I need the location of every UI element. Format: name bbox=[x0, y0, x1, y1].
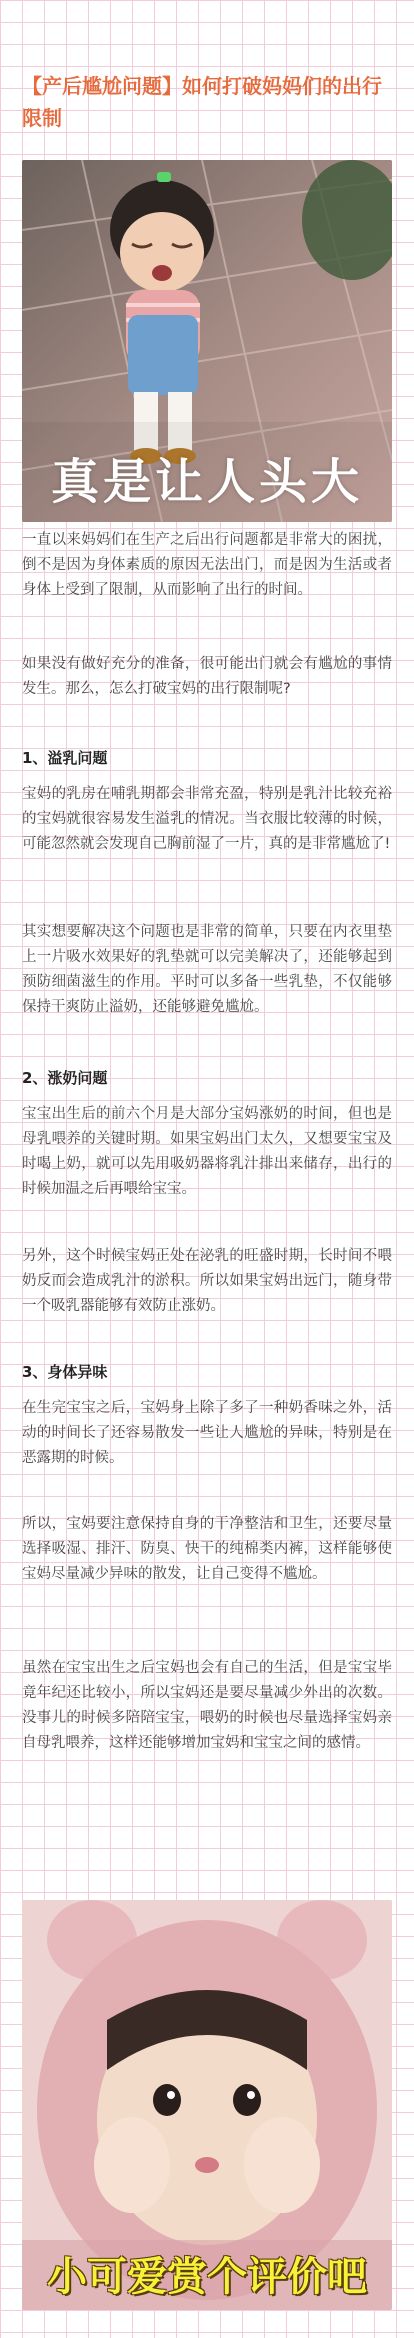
section-paragraph: 虽然在宝宝出生之后宝妈也会有自己的生活，但是宝宝毕竟年纪还比较小，所以宝妈还是要尽量减少外出的次数。没事儿的时候多陪陪宝宝，喂奶的时候也尽量选择宝妈亲自母乳喂养，这样还能够增加宝妈和宝宝之间的感情。 bbox=[22, 1660, 392, 1751]
intro-paragraph-1: 一直以来妈妈们在生产之后出行问题都是非常大的困扰，倒不是因为身体素质的原因无法出门，而是因为生活或者身体上受到了限制，从而影响了出行的时间。 bbox=[22, 532, 392, 598]
section-paragraph: 在生完宝宝之后，宝妈身上除了多了一种奶香味之外，活动的时间长了还容易散发一些让人尴尬的异味，特别是在恶露期的时候。 bbox=[22, 1400, 392, 1466]
intro-paragraph-2: 如果没有做好充分的准备，很可能出门就会有尴尬的事情发生。那么，怎么打破宝妈的出行限制呢? bbox=[22, 656, 392, 697]
pink-hood-girl-photo bbox=[22, 1900, 392, 2310]
section-paragraph: 其实想要解决这个问题也是非常的简单，只要在内衣里垫上一片吸水效果好的乳垫就可以完美解决了，还能够起到预防细菌滋生的作用。平时可以多备一些乳垫，不仅能够保持干爽防止溢奶，还能够避免尴尬。 bbox=[22, 924, 392, 1015]
section-heading: 2、涨奶问题 bbox=[22, 1069, 108, 1087]
photo-caption: 真是让人头大 bbox=[50, 454, 363, 510]
section-heading: 3、身体异味 bbox=[22, 1363, 108, 1381]
section-paragraph: 另外，这个时候宝妈正处在泌乳的旺盛时期，长时间不喂奶反而会造成乳汁的淤积。所以如果宝妈出远门，随身带一个吸乳器能够有效防止涨奶。 bbox=[22, 1248, 392, 1314]
photo-caption: 小可爱赏个评价吧 bbox=[47, 2254, 367, 2300]
section-heading: 1、溢乳问题 bbox=[22, 749, 108, 767]
section-paragraph: 宝宝出生后的前六个月是大部分宝妈涨奶的时间，但也是母乳喂养的关键时期。如果宝妈出门太久，又想要宝宝及时喝上奶，就可以先用吸奶器将乳汁排出来储存，出行的时候加温之后再喂给宝宝。 bbox=[22, 1106, 392, 1197]
article-title: 【产后尴尬问题】如何打破妈妈们的出行限制 bbox=[22, 74, 382, 130]
section-paragraph: 宝妈的乳房在哺乳期都会非常充盈，特别是乳汁比较充裕的宝妈就很容易发生溢乳的情况。当衣服比较薄的时候，可能忽然就会发现自己胸前湿了一片，真的是非常尴尬了! bbox=[22, 786, 392, 852]
section-paragraph: 所以，宝妈要注意保持自身的干净整洁和卫生，还要尽量选择吸湿、排汗、防臭、快干的纯棉类内裤，这样能够使宝妈尽量减少异味的散发，让自己变得不尴尬。 bbox=[22, 1516, 392, 1582]
crying-toddler-photo bbox=[22, 160, 392, 522]
